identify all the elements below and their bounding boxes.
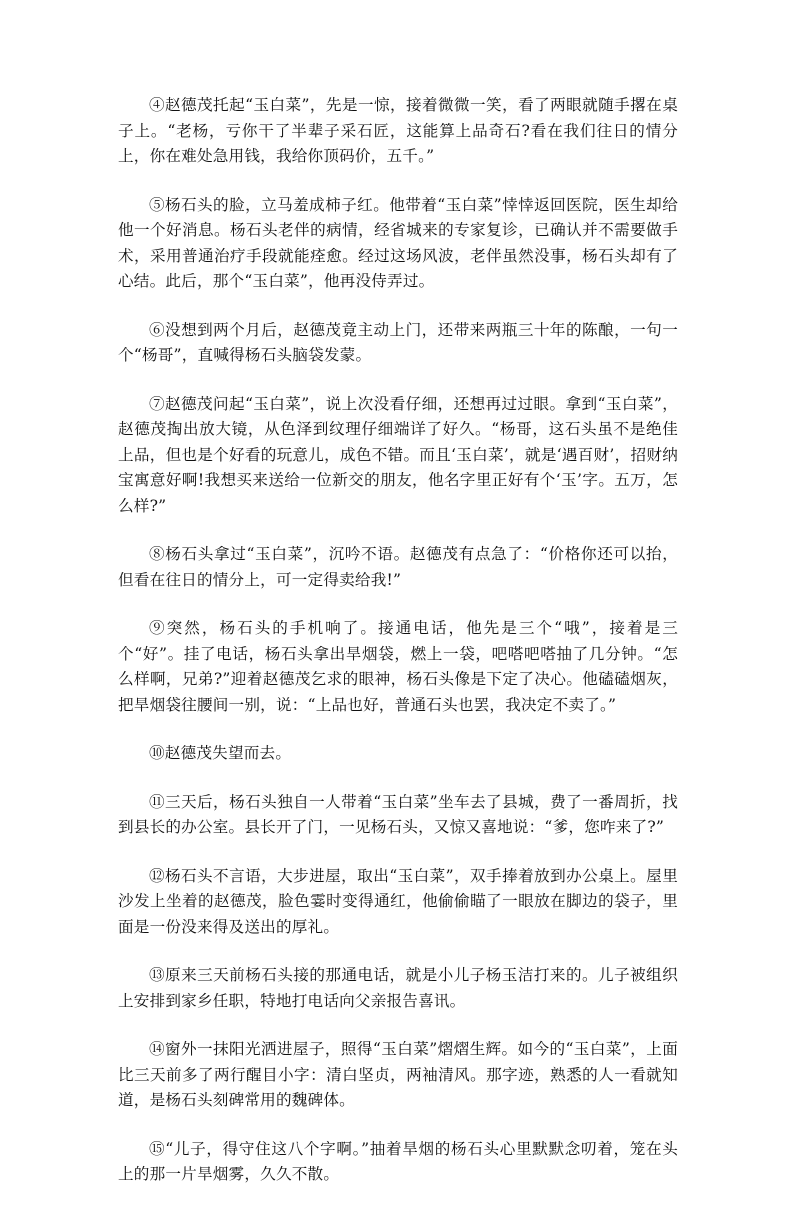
paragraph-14: ⑭窗外一抹阳光洒进屋子，照得“玉白菜”熠熠生辉。如今的“玉白菜”，上面比三天前多了两行醒目小字：清白坚贞，两袖清风。那字迹，熟悉的人一看就知道，是杨石头刻碑常用的魏碑体。 — [118, 1040, 678, 1109]
paragraph-13: ⑬原来三天前杨石头接的那通电话，就是小儿子杨玉洁打来的。儿子被组织上安排到家乡任职，特地打电话向父亲报告喜讯。 — [118, 966, 678, 1010]
paragraph-6: ⑥没想到两个月后，赵德茂竟主动上门，还带来两瓶三十年的陈酿，一句一个“杨哥”，直喊得杨石头脑袋发蒙。 — [118, 320, 678, 364]
paragraph-15: ⑮“儿子，得守住这八个字啊。”抽着旱烟的杨石头心里默默念叨着，笼在头上的那一片旱烟雾，久久不散。 — [118, 1139, 678, 1183]
paragraph-4: ④赵德茂托起“玉白菜”，先是一惊，接着微微一笑，看了两眼就随手撂在桌子上。“老杨，亏你干了半辈子采石匠，这能算上品奇石?看在我们往日的情分上，你在难处急用钱，我给你顶码价，五千。” — [118, 96, 678, 165]
paragraph-11: ⑪三天后，杨石头独自一人带着“玉白菜”坐车去了县城，费了一番周折，找到县长的办公室。县长开了门，一见杨石头，又惊又喜地说：“爹，您咋来了?” — [118, 792, 678, 836]
paragraph-5: ⑤杨石头的脸，立马羞成柿子红。他带着“玉白菜”悻悻返回医院，医生却给他一个好消息。杨石头老伴的病情，经省城来的专家复诊，已确认并不需要做手术，采用普通治疗手段就能痊愈。经过这场风波，老伴虽然没事，杨石头却有了心结。此后，那个“玉白菜”，他再没侍弄过。 — [118, 195, 678, 290]
paragraph-8: ⑧杨石头拿过“玉白菜”，沉吟不语。赵德茂有点急了：“价格你还可以抬，但看在往日的情分上，可一定得卖给我!” — [118, 545, 678, 589]
paragraph-10: ⑩赵德茂失望而去。 — [149, 744, 292, 762]
paragraph-9: ⑨突然，杨石头的手机响了。接通电话，他先是三个“哦”，接着是三个“好”。挂了电话，杨石头拿出旱烟袋，燃上一袋，吧嗒吧嗒抽了几分钟。“怎么样啊，兄弟?”迎着赵德茂乞求的眼神，杨石头像是下定了决心。他磕磕烟灰，把旱烟袋往腰间一别，说：“上品也好，普通石头也罢，我决定不卖了。” — [118, 619, 678, 714]
paragraph-12: ⑫杨石头不言语，大步进屋，取出“玉白菜”，双手捧着放到办公桌上。屋里沙发上坐着的赵德茂，脸色霎时变得通红，他偷偷瞄了一眼放在脚边的袋子，里面是一份没来得及送出的厚礼。 — [118, 866, 678, 936]
paragraph-7: ⑦赵德茂问起“玉白菜”，说上次没看仔细，还想再过过眼。拿到“玉白菜”，赵德茂掏出放大镜，从色泽到纹理仔细端详了好久。“杨哥，这石头虽不是绝佳上品，但也是个好看的玩意儿，成色不错。而且‘玉白菜’，就是‘遇百财’，招财纳宝寓意好啊!我想买来送给一位新交的朋友，他名字里正好有个‘玉’字。五万，怎么样?” — [118, 394, 678, 515]
story-text — [118, 93, 678, 1211]
